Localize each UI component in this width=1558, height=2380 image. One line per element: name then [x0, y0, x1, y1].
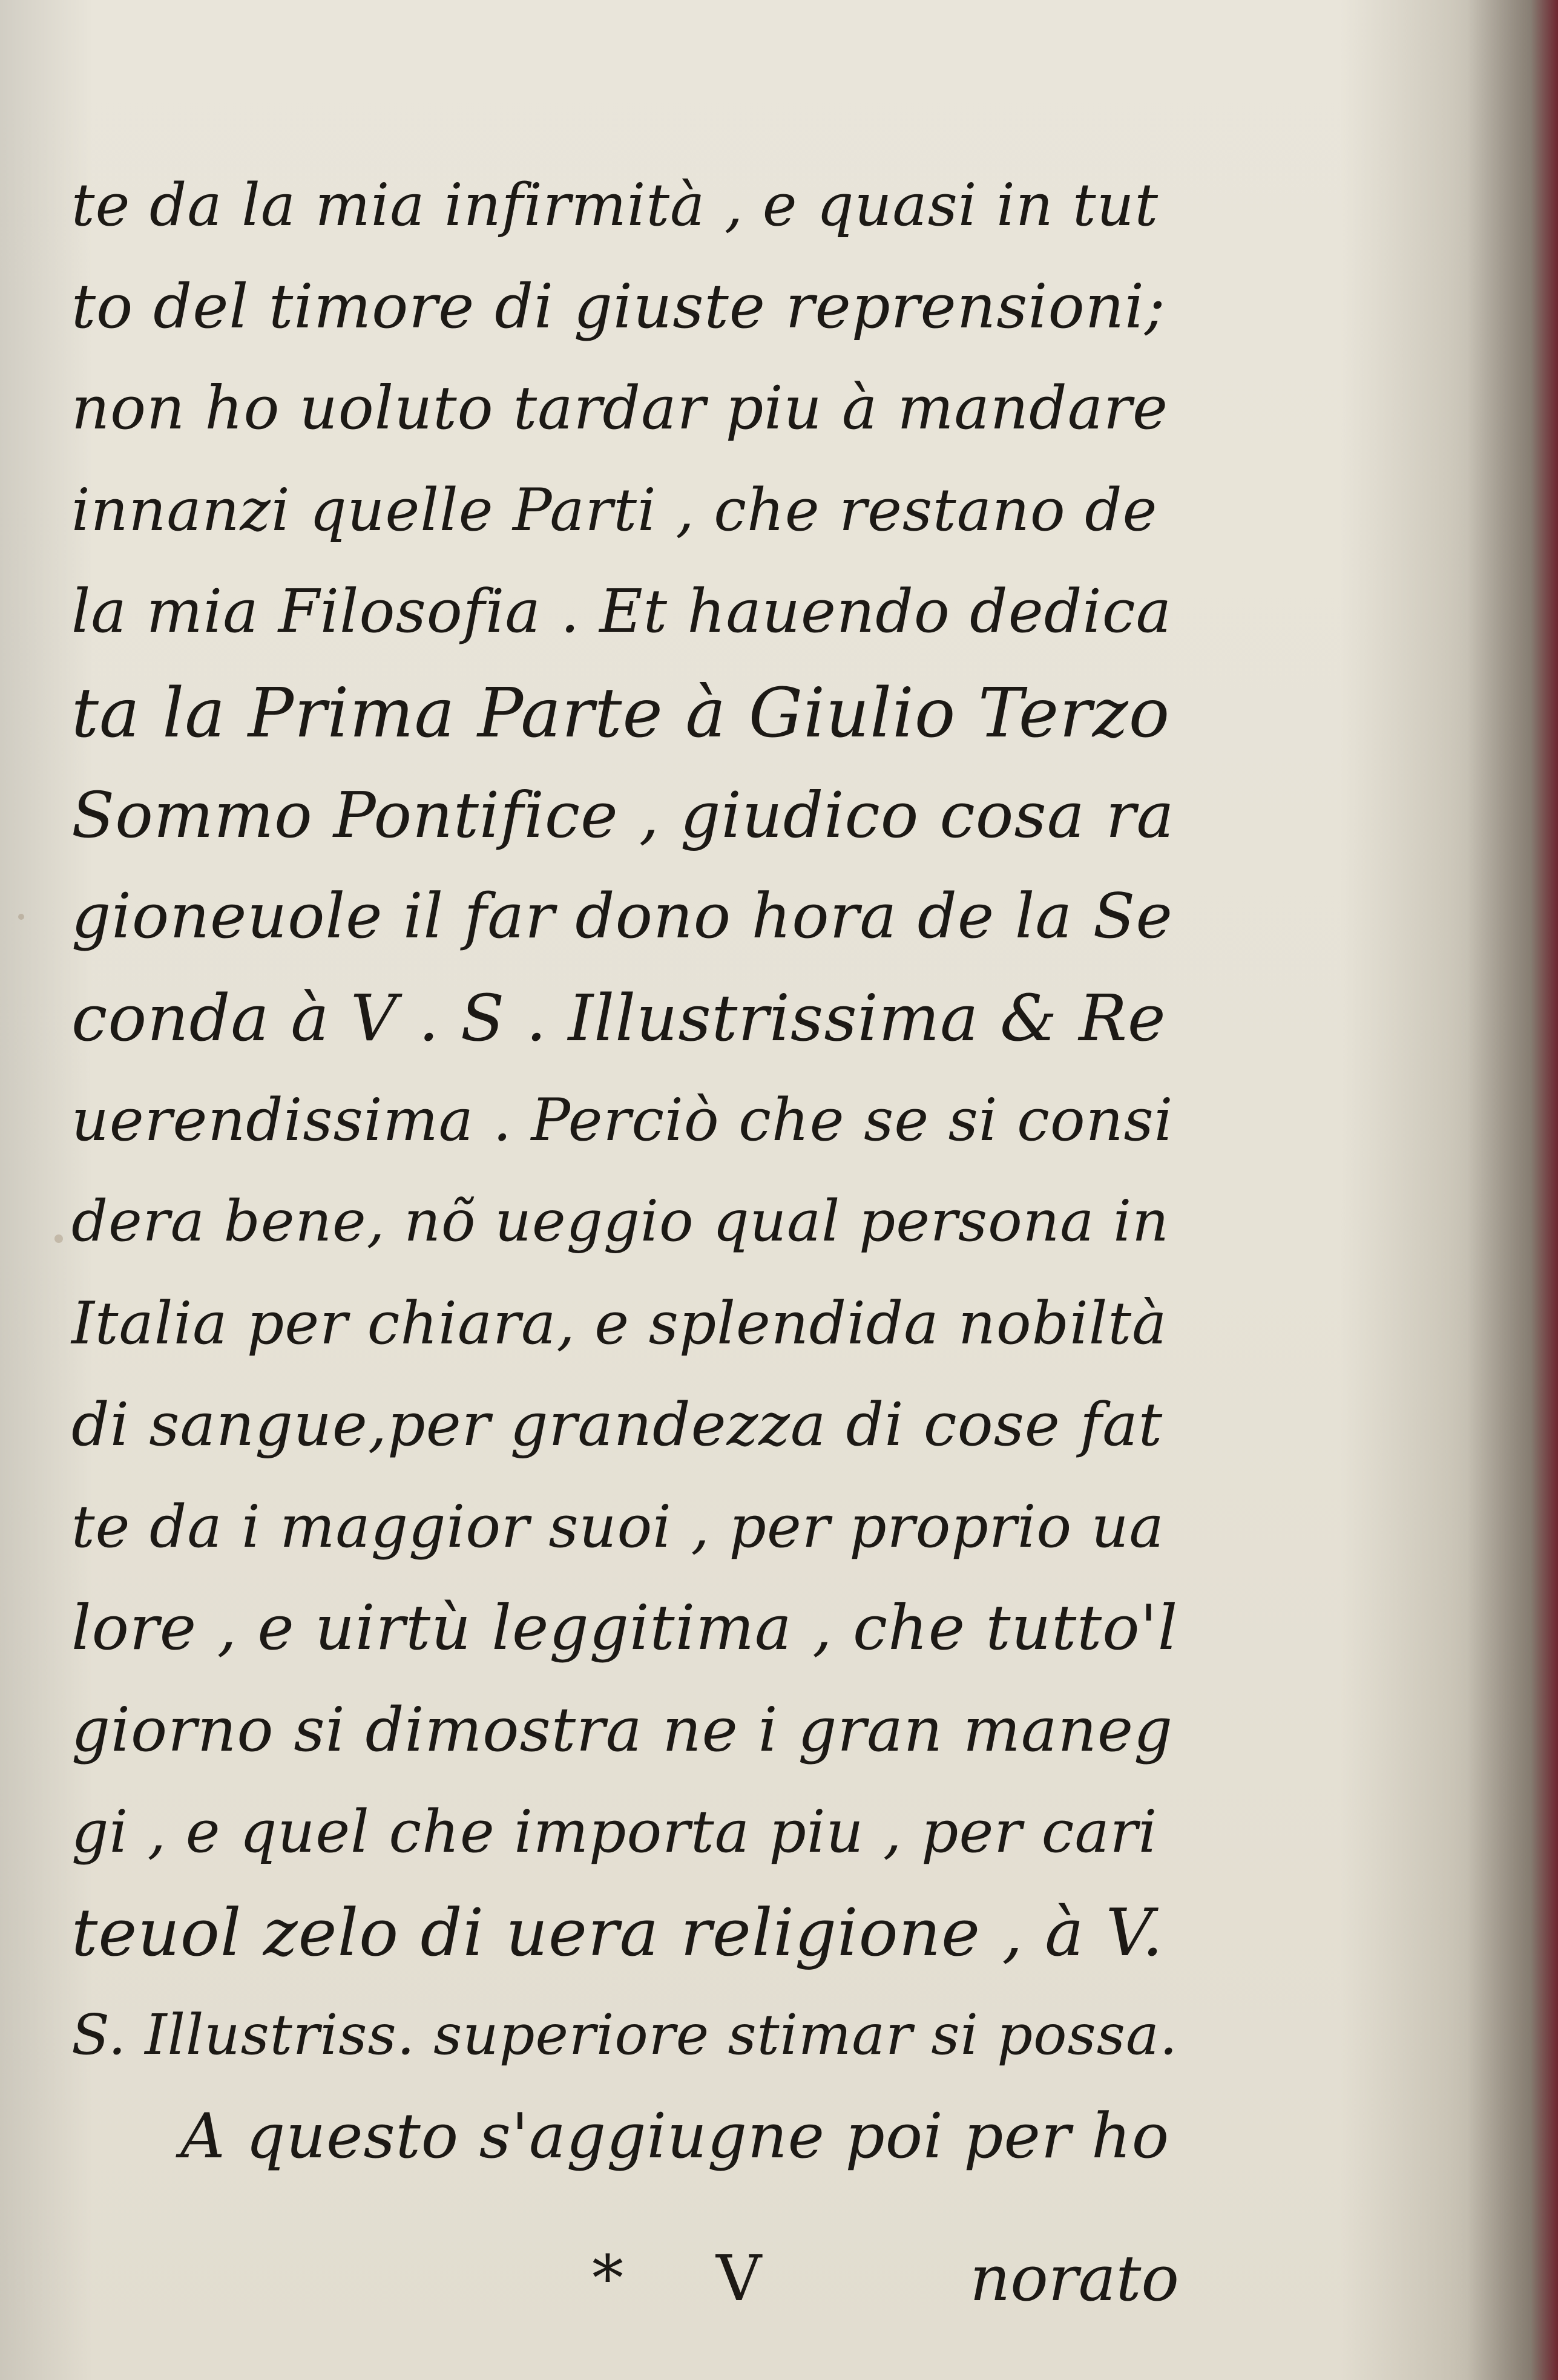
signature-mark: * V [592, 2241, 798, 2315]
catchword: norato [970, 2241, 1179, 2315]
page-edge-shadow [1467, 0, 1558, 2380]
text-line: la mia Filosofia . Et hauendo dedica [71, 577, 1172, 646]
text-line: te da la mia infirmità , e quasi in tut [71, 171, 1159, 239]
text-line: gioneuole il far dono hora de la Se [71, 880, 1173, 952]
text-line: dera bene, nõ ueggio qual persona in [71, 1188, 1169, 1254]
text-line: ta la Prima Parte à Giulio Terzo [71, 674, 1171, 753]
text-line: innanzi quelle Parti , che restano de [71, 476, 1158, 544]
paper-spot [18, 914, 24, 920]
text-line: di sangue,per grandezza di cose fat [71, 1391, 1163, 1460]
text-line: S. Illustriss. superiore stimar si possa. [71, 2002, 1178, 2067]
text-line: lore , e uirtù leggitima , che tutto'l [71, 1592, 1178, 1664]
text-line: giorno si dimostra ne i gran maneg [71, 1694, 1174, 1765]
text-line: Sommo Pontifice , giudico cosa ra [71, 778, 1175, 852]
text-line: conda à V . S . Illustrissima & Re [71, 981, 1166, 1055]
text-line: to del timore di giuste reprensioni; [71, 271, 1166, 342]
text-line: uerendissima . Perciò che se si consi [71, 1086, 1174, 1154]
paper-spot [54, 1234, 63, 1243]
page-footer [71, 2233, 1179, 2324]
text-line: teuol zelo di uera religione , à V. [71, 1895, 1164, 1971]
text-line: A questo s'aggiugne poi per ho [180, 2100, 1170, 2172]
text-line: non ho uoluto tardar piu à mandare [71, 374, 1168, 443]
body-text [71, 154, 1179, 2188]
text-line: gi , e quel che importa piu , per cari [71, 1798, 1158, 1866]
text-line: Italia per chiara, e splendida nobiltà [71, 1290, 1168, 1357]
text-line: te da i maggior suoi , per proprio ua [71, 1493, 1165, 1561]
